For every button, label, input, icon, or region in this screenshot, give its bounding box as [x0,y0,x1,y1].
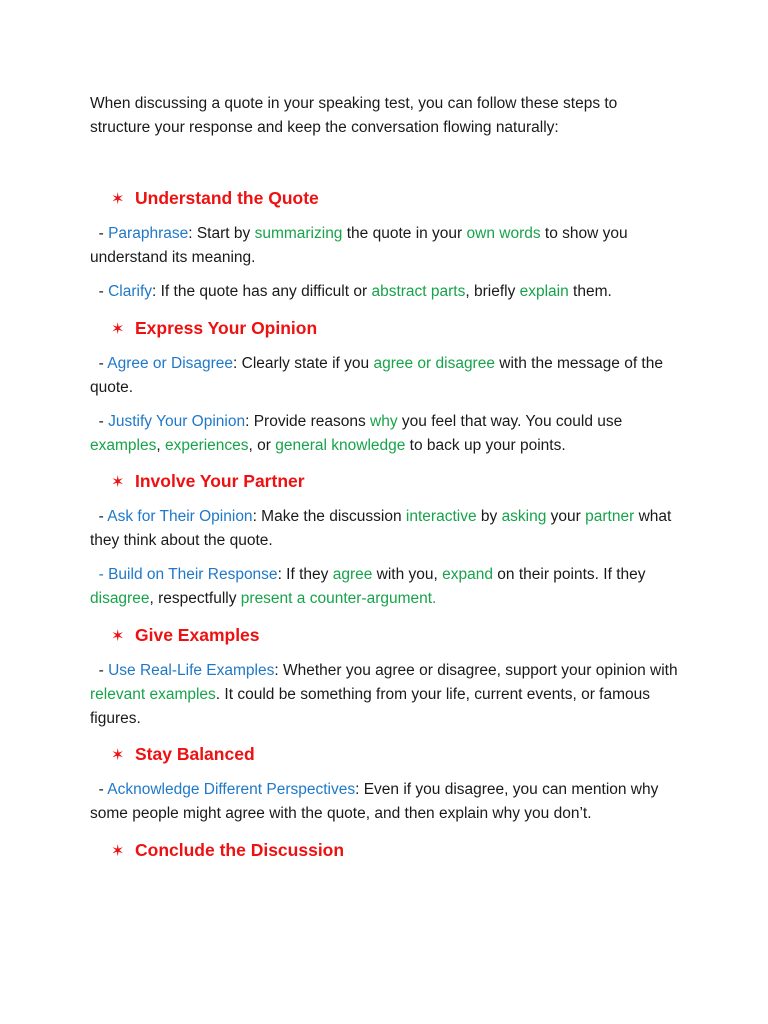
section-heading [111,838,344,864]
highlight-text: explain [519,283,569,300]
body-text: - [90,225,109,242]
term-label: Ask for Their Opinion [107,508,253,525]
term-label: Justify Your Opinion [108,413,246,430]
highlight-text: why [370,413,398,430]
step-paragraph [90,280,680,304]
body-text: : If the quote has any difficult or [152,283,372,300]
section-heading-text: Understand the Quote [135,188,319,208]
section-heading [111,316,317,342]
body-text: : Even if you disagree, you can mention why some people might agree with the quote, and then explain why you don’t. [90,781,663,822]
highlight-text: disagree [90,590,150,607]
body-text: with the message of the quote. [90,355,668,396]
term-label: Agree or Disagree [107,355,234,372]
body-text: , respectfully [149,590,241,607]
term-label: Acknowledge Different Perspectives [107,781,356,798]
term-label: Paraphrase [108,225,189,242]
highlight-text: partner [585,508,635,525]
section-heading-text: Give Examples [135,625,260,645]
highlight-text: agree or disagree [373,355,495,372]
step-paragraph [90,410,680,458]
body-text: what they think about the quote. [90,508,676,549]
body-text: , [156,437,165,454]
highlight-text: own words [466,225,541,242]
highlight-text: experiences [164,437,249,454]
step-paragraph [90,563,680,611]
star-icon: ✶ [111,321,125,338]
step-paragraph [90,505,680,553]
section-heading-text: Conclude the Discussion [135,840,345,860]
term-label: - Build on Their Response [90,566,278,583]
body-text: to back up your points. [405,437,566,454]
highlight-text: interactive [405,508,477,525]
star-icon: ✶ [111,474,125,491]
highlight-text: abstract parts [371,283,466,300]
body-text: : Whether you agree or disagree, support your opinion with [274,662,682,679]
body-text: to show you understand its meaning. [90,225,632,266]
section-heading [111,623,260,649]
body-text: : Make the discussion [252,508,406,525]
highlight-text: general knowledge [275,437,406,454]
highlight-text: summarizing [254,225,343,242]
body-text: with you, [372,566,443,583]
body-text: them. [568,283,612,300]
highlight-text: relevant examples [90,686,216,703]
section-heading [111,742,255,768]
body-text: : Start by [188,225,255,242]
body-text: : Provide reasons [245,413,371,430]
step-paragraph [90,659,680,731]
body-text: the quote in your [342,225,467,242]
body-text: - [90,508,108,525]
body-text: : If they [277,566,333,583]
body-text: . It could be something from your life, current events, or famous figures. [90,686,655,727]
star-icon: ✶ [111,843,125,860]
star-icon: ✶ [111,628,125,645]
highlight-text: present a counter-argument. [240,590,437,607]
body-text: on their points. If they [493,566,650,583]
body-text: , briefly [465,283,520,300]
section-heading [111,186,319,212]
body-text: - [90,355,108,372]
step-paragraph [90,222,680,270]
term-label: Clarify [108,283,153,300]
section-heading [111,469,305,495]
body-text: : Clearly state if you [233,355,374,372]
section-heading-text: Express Your Opinion [135,318,318,338]
body-text: by [476,508,502,525]
body-text: , or [248,437,276,454]
body-text: - [90,781,108,798]
highlight-text: asking [501,508,547,525]
intro-paragraph: When discussing a quote in your speaking test, you can follow these steps to structure your response and keep the conversation flowing naturally: [90,95,618,136]
highlight-text: examples [90,437,157,454]
body-text: - [90,283,109,300]
body-text: - [90,413,109,430]
section-heading-text: Stay Balanced [135,744,255,764]
section-heading-text: Involve Your Partner [135,471,305,491]
star-icon: ✶ [111,191,125,208]
step-paragraph [90,778,680,826]
step-paragraph [90,352,680,400]
highlight-text: expand [442,566,493,583]
term-label: Use Real-Life Examples [108,662,275,679]
highlight-text: agree [332,566,373,583]
body-text: you feel that way. You could use [397,413,627,430]
body-text: your [546,508,586,525]
star-icon: ✶ [111,747,125,764]
body-text: - [90,662,109,679]
